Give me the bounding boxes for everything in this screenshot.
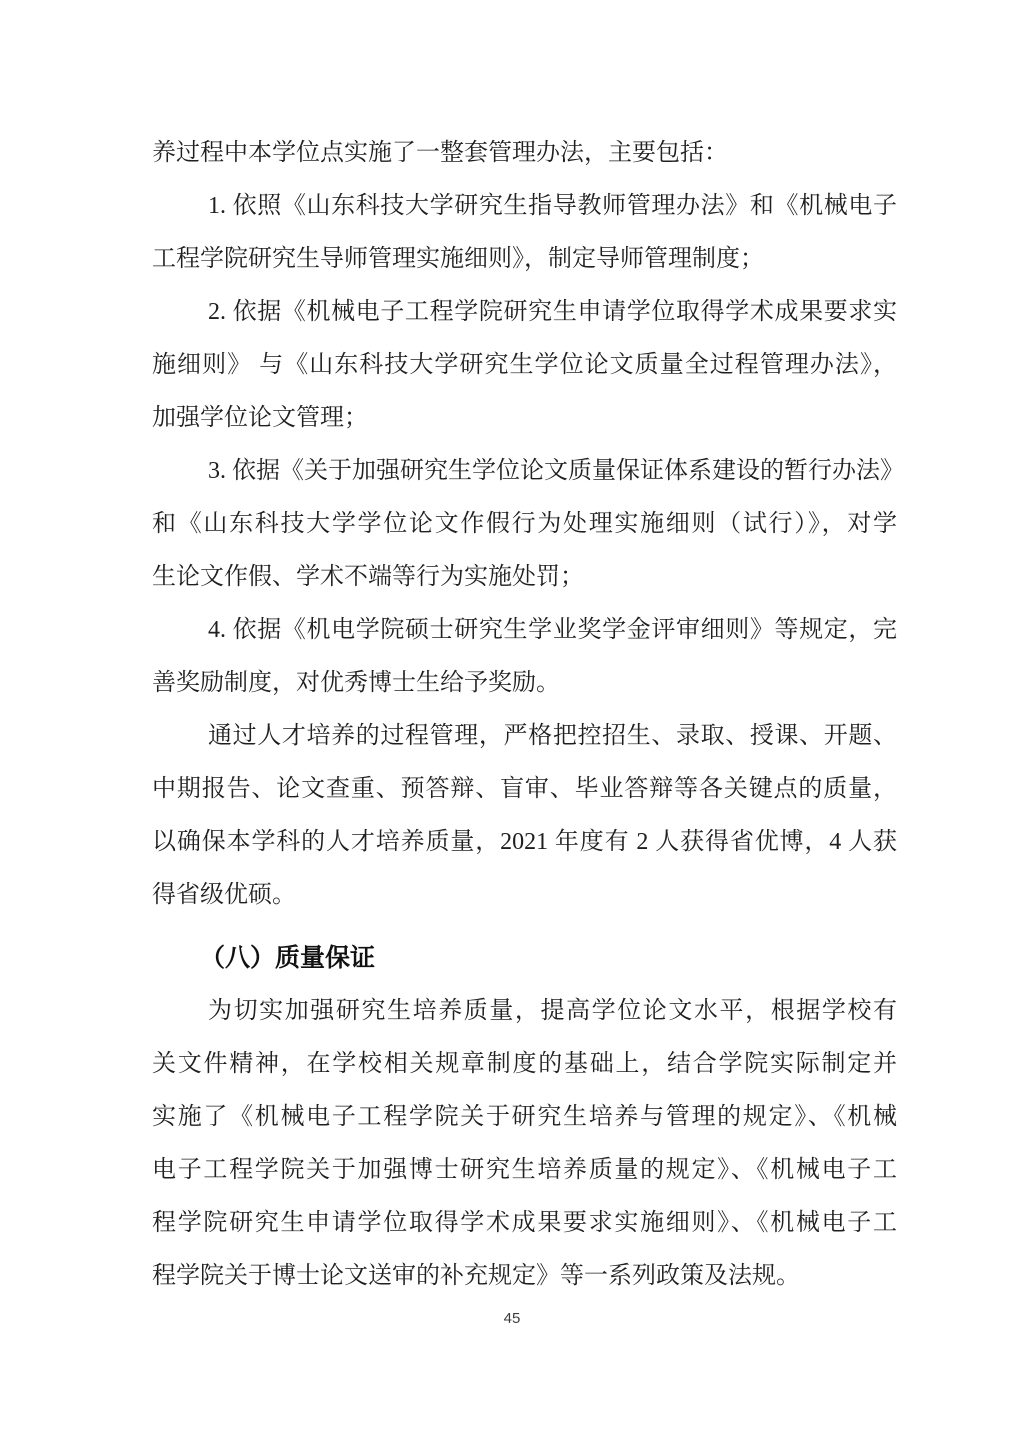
paragraph: [152, 710, 897, 922]
document-body: [152, 127, 904, 1303]
text-line: 养过程中本学位点实施了一整套管理办法，主要包括：: [152, 140, 728, 166]
text-line: 得省级优硕。: [152, 882, 296, 908]
text-line: 为切实加强研究生培养质量，提高学位论文水平，根据学校有: [208, 998, 897, 1024]
page-number: 45: [503, 1310, 521, 1327]
text-line: 2. 依据《机械电子工程学院研究生申请学位取得学术成果要求实: [208, 299, 897, 325]
text-line: 通过人才培养的过程管理，严格把控招生、录取、授课、开题、: [208, 723, 897, 749]
paragraph: [152, 180, 897, 286]
text-line: 程学院关于博士论文送审的补充规定》等一系列政策及法规。: [152, 1263, 800, 1289]
text-line: 施细则》 与《山东科技大学研究生学位论文质量全过程管理办法》，: [152, 352, 897, 378]
text-line: 3. 依据《关于加强研究生学位论文质量保证体系建设的暂行办法》: [208, 458, 904, 484]
text-line: 电子工程学院关于加强博士研究生培养质量的规定》、《机械电子工: [152, 1157, 897, 1183]
text-line: 善奖励制度，对优秀博士生给予奖励。: [152, 670, 560, 696]
paragraph: [152, 127, 897, 180]
text-line: 生论文作假、学术不端等行为实施处罚；: [152, 564, 584, 590]
text-line: 和《山东科技大学学位论文作假行为处理实施细则（试行）》，对学: [152, 511, 897, 537]
text-line: 4. 依据《机电学院硕士研究生学业奖学金评审细则》等规定，完: [208, 617, 897, 643]
text-line: 程学院研究生申请学位取得学术成果要求实施细则》、《机械电子工: [152, 1210, 897, 1236]
paragraph: [152, 445, 904, 604]
paragraph: [152, 985, 897, 1303]
text-line: 关文件精神，在学校相关规章制度的基础上，结合学院实际制定并: [152, 1051, 897, 1077]
text-line: 以确保本学科的人才培养质量，2021 年度有 2 人获得省优博，4 人获: [152, 829, 897, 855]
text-line: 工程学院研究生导师管理实施细则》，制定导师管理制度；: [152, 246, 764, 272]
text-line: 1. 依照《山东科技大学研究生指导教师管理办法》和《机械电子: [208, 193, 897, 219]
text-line: 加强学位论文管理；: [152, 405, 368, 431]
paragraph: [152, 286, 897, 445]
text-line: 实施了《机械电子工程学院关于研究生培养与管理的规定》、《机械: [152, 1104, 897, 1130]
section-heading: （八）质量保证: [200, 944, 376, 972]
text-line: 中期报告、论文查重、预答辩、盲审、毕业答辩等各关键点的质量，: [152, 776, 897, 802]
paragraph: [152, 604, 897, 710]
